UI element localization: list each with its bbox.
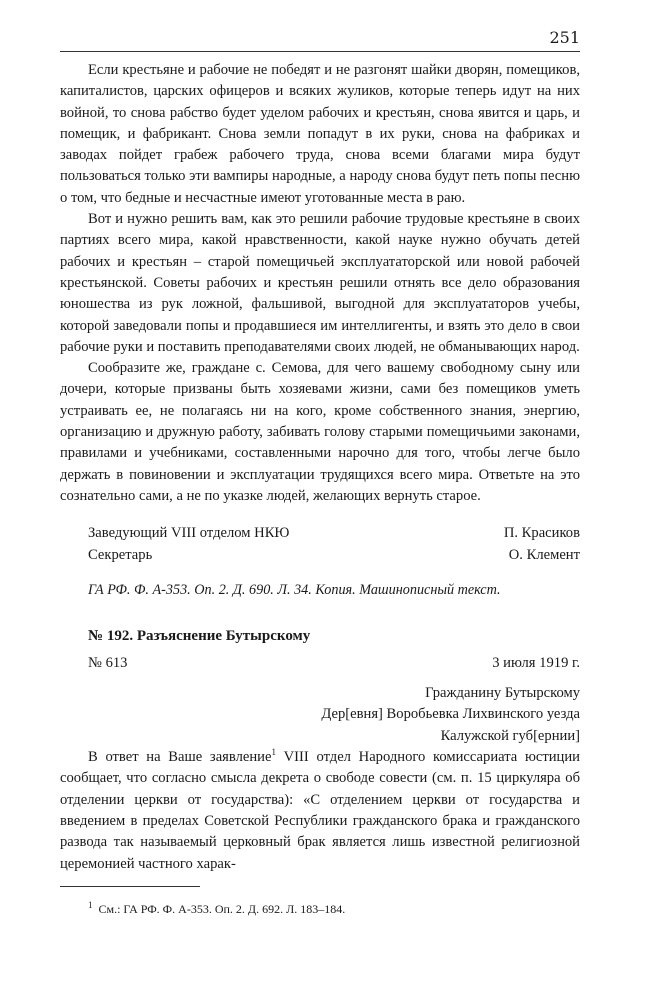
signature-position: Секретарь — [88, 546, 153, 563]
signature-name: П. Красиков — [503, 525, 580, 542]
paragraph: Вот и нужно решить вам, как это решили рабочие трудовые крестьяне в своих партиях всего мира, какой нравственности, какой науке нужно обучать детей рабочих и крестьян – старой помещичьей эксплуататорской или новой рабочей крестьянской. Советы рабочих и крестьян решили отнять все дело образования юношества из рук ложной, фальшивой, выгодной для эксплуататоров учебы, которой заведовали попы и продавшиеся им интеллигенты, и взять это дело в свои рабочие руки и поставить преподавателями своих людей, не обманывающих народ. — [60, 211, 580, 355]
page-body — [60, 60, 580, 875]
footnote-text: См.: ГА РФ. Ф. А-353. Оп. 2. Д. 692. Л. 183–184. — [98, 902, 346, 916]
letter-body — [60, 747, 580, 875]
document-date: 3 июля 1919 г. — [492, 654, 580, 671]
address-line: Гражданину Бутырскому — [425, 685, 580, 702]
document-heading: № 192. Разъяснение Бутырскому — [88, 627, 311, 644]
signature-row — [88, 545, 580, 566]
address-line: Калужской губ[ернии] — [440, 727, 580, 744]
archive-reference: ГА РФ. Ф. А-353. Оп. 2. Д. 690. Л. 34. Копия. Машинописный текст. — [88, 581, 501, 598]
signature-block — [88, 523, 580, 566]
document-number-row — [88, 653, 580, 674]
signature-position: Заведующий VIII отделом НКЮ — [88, 525, 290, 542]
addressee-block — [60, 683, 580, 747]
address-line: Дер[евня] Воробьевка Лихвинского уезда — [321, 706, 580, 723]
document-number: № 613 — [88, 654, 128, 671]
letter-text-rest: VIII отдел Народного комиссариата юстиции сообщает, что согласно смысла декрета о свободе совести (см. п. 15 циркуляра об отделении церкви от государства): «С отделением церкви от государства и введением в пределах Советской Республики гражданского брака и гражданского развода так называемый церковный брак является лишь известной религиозной церемонией частного харак- — [60, 749, 580, 872]
footnote — [88, 900, 345, 917]
header-rule — [60, 51, 580, 52]
footnote-rule — [60, 886, 200, 887]
letter-text-start: В ответ на Ваше заявление — [88, 749, 272, 766]
signature-row — [88, 523, 580, 544]
signature-name: О. Клемент — [508, 546, 580, 563]
footnote-number: 1 — [88, 900, 93, 910]
page-number: 251 — [549, 28, 580, 47]
paragraph: Если крестьяне и рабочие не победят и не разгонят шайки дворян, помещиков, капиталистов, царских офицеров и всяких жуликов, которые теперь идут на них войной, то снова рабство будет уделом рабочих и крестьян, снова явится и царь, и помещик, и фабрикант. Снова земли попадут в их руки, снова на фабриках и заводах пойдет грабеж рабочего труда, снова всеми благами мира будут пользоваться только эти вампиры народные, а народу снова будут петь попы песню о том, что бедные и несчастные имеют уготованные места в раю. — [60, 62, 580, 206]
footnote-marker: 1 — [271, 747, 276, 758]
paragraph: Сообразите же, граждане с. Семова, для чего вашему свободному сыну или дочери, которые призваны быть хозяевами жизни, сами без помещиков уметь устраивать ее, не полагаясь ни на кого, кроме собственного знания, энергию, организацию и дружную работу, забивать голову старыми помещичьими законами, правилами и учебниками, составленными нарочно для того, чтобы легче было держать в повиновении и эксплуатации трудящихся всего мира. Ответьте на это сознательно сами, а не по указке людей, желающих вернуть старое. — [60, 360, 580, 504]
